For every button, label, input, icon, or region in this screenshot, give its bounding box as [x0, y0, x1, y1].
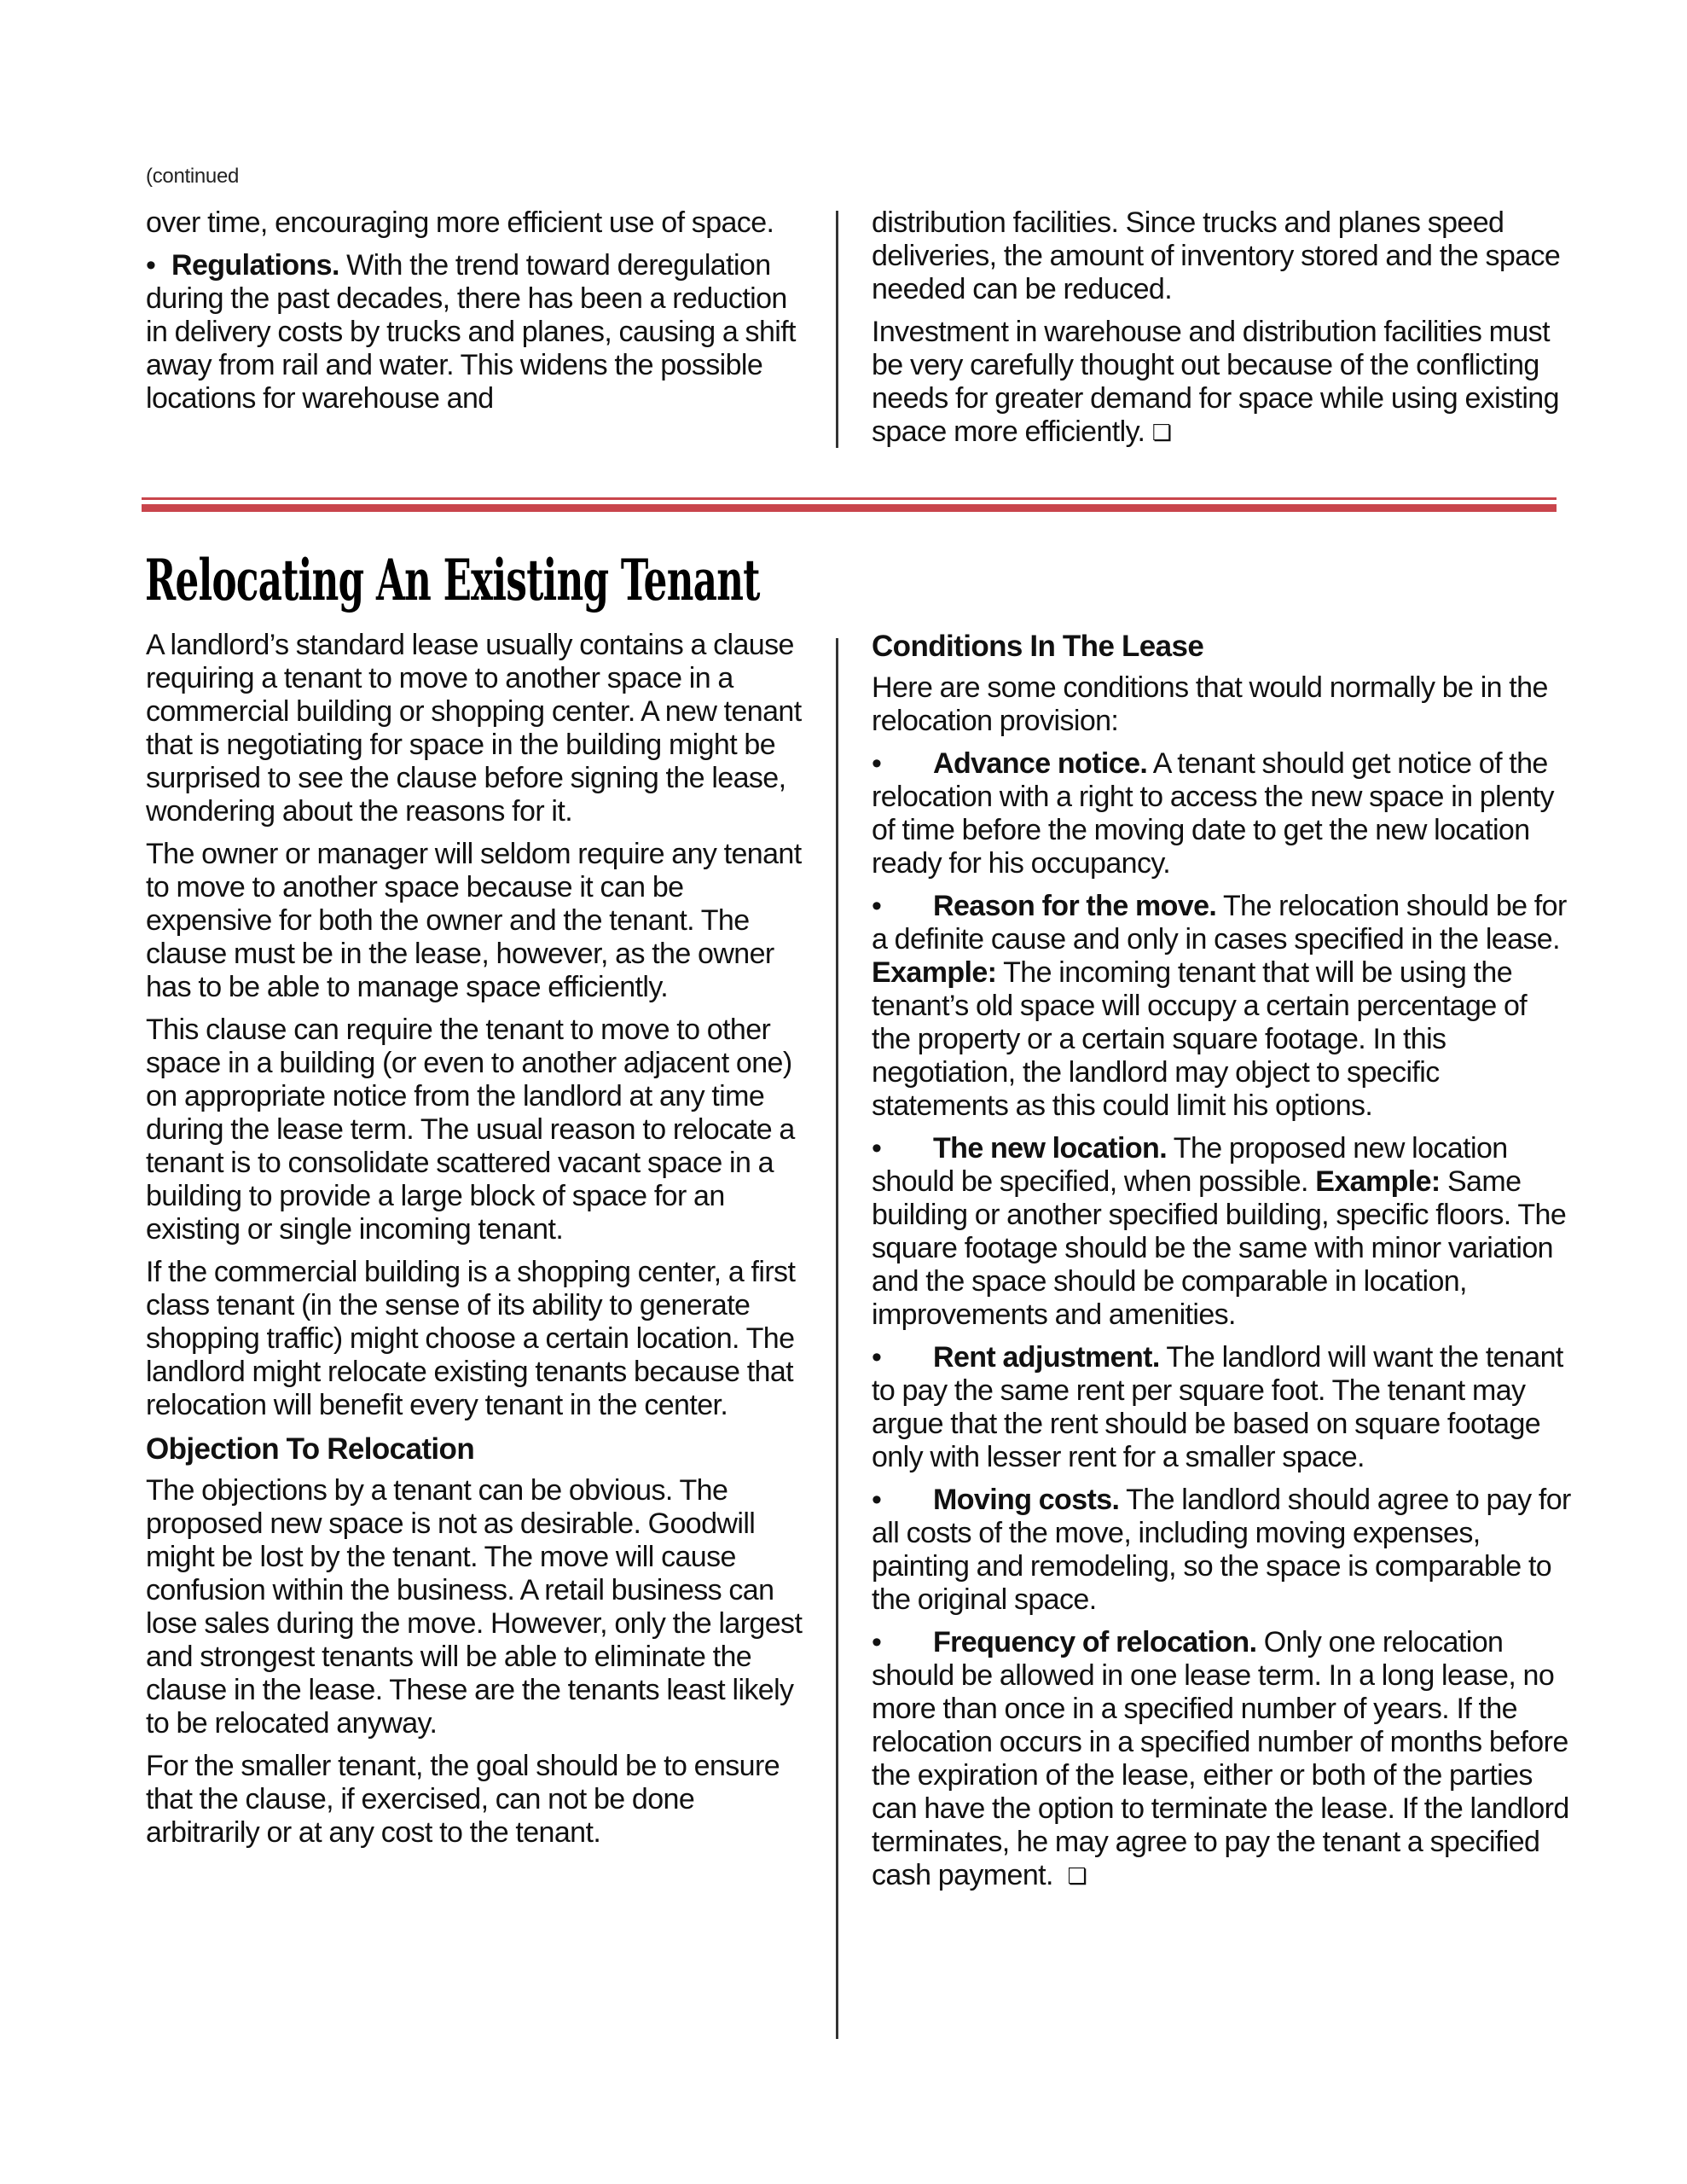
item-text: The proposed new location should be specified, when possible.: [872, 1132, 1508, 1198]
list-item-reason-for-move: [872, 890, 1571, 1123]
bullet-icon: •: [872, 1341, 882, 1374]
article-right-column: [872, 629, 1571, 1902]
end-of-article-box-icon: ❏: [1151, 420, 1172, 445]
paragraph: For the smaller tenant, the goal should be to ensure that the clause, if exercised, can not be done arbitrarily or at any cost to the tenant.: [146, 1750, 780, 1849]
item-text: The landlord should agree to pay for all costs of the move, including moving expenses, painting and remodeling, so the space is comparable to the original space.: [872, 1484, 1571, 1616]
paragraph-text: Investment in warehouse and distribution facilities must be very carefully thought out because of the conflicting needs for greater demand for space while using existing space more efficiently.: [872, 316, 1559, 448]
bullet-paragraph-regulations: [146, 249, 811, 415]
bullet-text: With the trend toward deregulation during the past decades, there has been a reduction in delivery costs by trucks and planes, causing a shift away from rail and water. This widens the possible locations for warehouse and: [146, 249, 796, 415]
paragraph: distribution facilities. Since trucks and planes speed deliveries, the amount of inventory stored and the space needed can be reduced.: [872, 206, 1561, 305]
bullet-icon: •: [872, 1626, 882, 1658]
section-rule-thick: [142, 504, 1557, 512]
section-rule-thin: [142, 497, 1557, 500]
item-lead: Advance notice.: [933, 747, 1148, 780]
list-item-moving-costs: [872, 1484, 1571, 1617]
item-text: The incoming tenant that will be using the tenant’s old space will occupy a certain percentage of the property or a certain square footage. In this negotiation, the landlord may object to specific statements as this could limit his options.: [872, 956, 1528, 1122]
item-lead: Rent adjustment.: [933, 1341, 1160, 1374]
list-item-rent-adjustment: [872, 1341, 1571, 1474]
bullet-icon: •: [146, 249, 156, 282]
paragraph-with-end-mark: [872, 316, 1571, 450]
continued-label: (continued: [146, 165, 240, 188]
bullet-icon: •: [872, 890, 882, 922]
continued-right-column: [872, 206, 1571, 459]
item-lead: The new location.: [933, 1132, 1168, 1165]
example-label: Example:: [1315, 1165, 1441, 1198]
paragraph: If the commercial building is a shopping center, a first class tenant (in the sense of its ability to generate shopping traffic) might choose a certain location. The landlord might relocate existing tenants because that relocation will benefit every tenant in the center.: [146, 1256, 796, 1421]
bullet-icon: •: [872, 1132, 882, 1165]
example-label: Example:: [872, 956, 997, 989]
list-item-frequency: [872, 1626, 1571, 1893]
paragraph: A landlord’s standard lease usually contains a clause requiring a tenant to move to another space in a commercial building or shopping center. A new tenant that is negotiating for space in the building might be surprised to see the clause before signing the lease, wondering about the reasons for it.: [146, 629, 802, 828]
column-divider-top: [836, 211, 838, 448]
bullet-icon: •: [872, 747, 882, 780]
paragraph: This clause can require the tenant to move to other space in a building (or even to another adjacent one) on appropriate notice from the landlord at any time during the lease term. The usual reason to relocate a tenant is to consolidate scattered vacant space in a building to provide a large block of space for an existing or single incoming tenant.: [146, 1014, 795, 1246]
bullet-icon: •: [872, 1484, 882, 1516]
item-lead: Frequency of relocation.: [933, 1626, 1257, 1658]
paragraph: The objections by a tenant can be obvious. The proposed new space is not as desirable. Goodwill might be lost by the tenant. The move will cause confusion within the business. A retail business can lose sales during the move. However, only the largest and strongest tenants will be able to eliminate the clause in the lease. These are the tenants least likely to be relocated anyway.: [146, 1474, 803, 1740]
list-item-advance-notice: [872, 747, 1571, 880]
subheading-conditions: Conditions In The Lease: [872, 630, 1204, 663]
paragraph-intro: Here are some conditions that would normally be in the relocation provision:: [872, 671, 1548, 737]
paragraph: The owner or manager will seldom require any tenant to move to another space because it can be expensive for both the owner and the tenant. The clause must be in the lease, however, as the owner has to be able to manage space efficiently.: [146, 838, 802, 1003]
bullet-lead: Regulations.: [171, 249, 339, 282]
item-text: A tenant should get notice of the relocation with a right to access the new space in plenty of time before the moving date to get the new location ready for his occupancy.: [872, 747, 1554, 880]
subheading-objection: Objection To Relocation: [146, 1432, 475, 1466]
end-of-article-box-icon: ❏: [1067, 1863, 1087, 1889]
paragraph: over time, encouraging more efficient use of space.: [146, 206, 774, 239]
article-left-column: [146, 629, 811, 1859]
continued-left-column: [146, 206, 811, 425]
list-item-new-location: [872, 1132, 1571, 1332]
item-text: The landlord will want the tenant to pay the same rent per square foot. The tenant may argue that the rent should be based on square footage only with lesser rent for a smaller space.: [872, 1341, 1563, 1473]
column-divider-bottom: [836, 638, 838, 2039]
item-text: Same building or another specified building, specific floors. The square footage should be the same with minor variation and the space should be comparable in location, improvements and amenities.: [872, 1165, 1567, 1331]
item-text: The relocation should be for a definite cause and only in cases specified in the lease.: [872, 890, 1567, 956]
article-title: Relocating An Existing Tenant: [145, 547, 760, 613]
item-text: Only one relocation should be allowed in one lease term. In a long lease, no more than once in a specified number of years. If the relocation occurs in a specified number of months before the expiration of the lease, either or both of the parties can have the option to terminate the lease. If the landlord terminates, he may agree to pay the tenant a specified cash payment.: [872, 1626, 1569, 1891]
item-lead: Moving costs.: [933, 1484, 1120, 1516]
item-lead: Reason for the move.: [933, 890, 1217, 922]
